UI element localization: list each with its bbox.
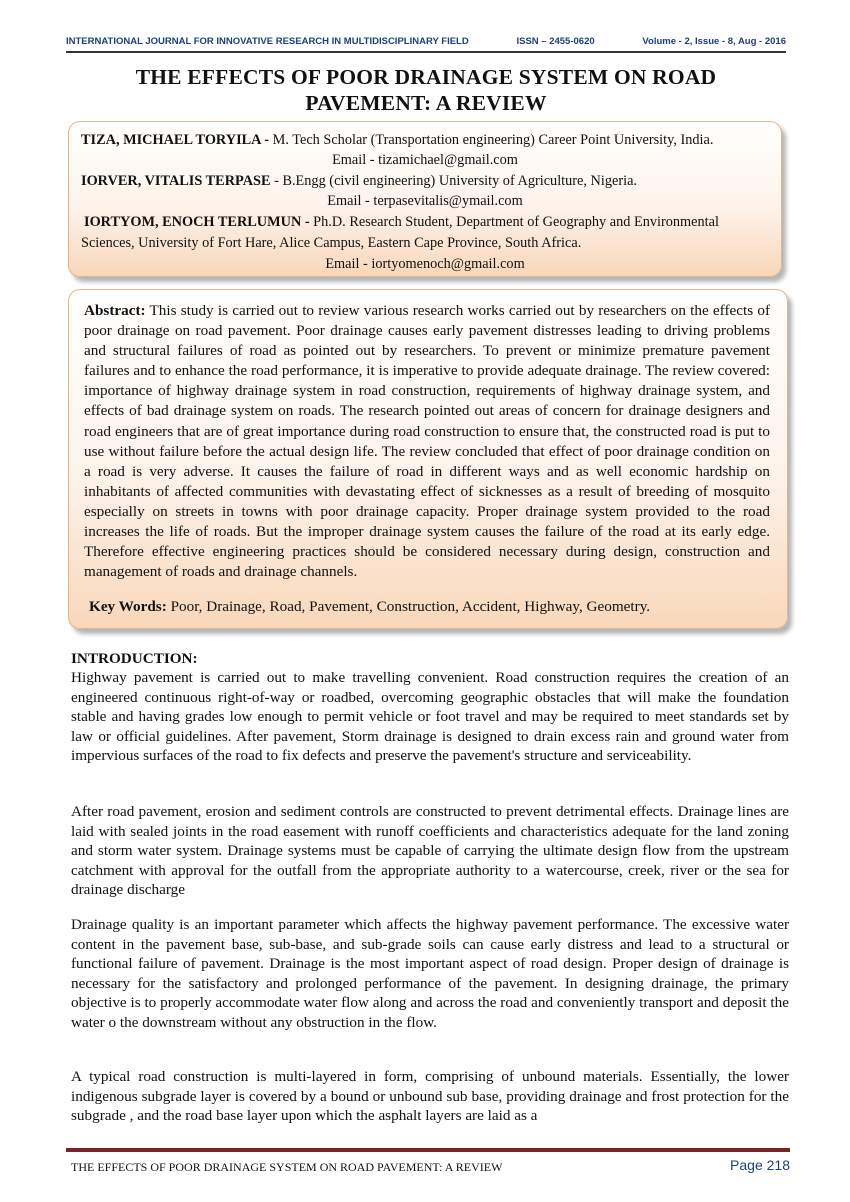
author-1-name: TIZA, MICHAEL TORYILA - bbox=[81, 132, 270, 148]
abstract-label: Abstract: bbox=[84, 302, 146, 319]
header-rule bbox=[66, 51, 786, 53]
author-1-email: Email - tizamichael@gmail.com bbox=[332, 152, 518, 168]
keywords-line bbox=[89, 598, 650, 616]
author-2-email: Email - terpasevitalis@ymail.com bbox=[327, 193, 523, 209]
author-3-affiliation-cont: Sciences, University of Fort Hare, Alice Campus, Eastern Cape Province, South Africa. bbox=[81, 235, 582, 251]
intro-paragraph-3: Drainage quality is an important parameter which affects the highway pavement performance. The excessive water content in the pavement base, sub-base, and sub-grade soils can cause early distress and lead to a structural or functional failure of pavement. Drainage is the most important aspect of road design. Proper design of drainage is necessary for the satisfactory and prolonged performance of the pavement. In designing drainage, the primary objective is to properly accommodate water flow along and across the road and conveniently transport and deposit the water o the downstream without any obstruction in the flow. bbox=[71, 916, 789, 1031]
abstract-box bbox=[68, 289, 788, 629]
author-3-line bbox=[84, 212, 719, 232]
footer-title: THE EFFECTS OF POOR DRAINAGE SYSTEM ON ROAD PAVEMENT: A REVIEW bbox=[71, 1160, 503, 1174]
authors-box bbox=[68, 121, 782, 277]
author-3-email: Email - iortyomenoch@gmail.com bbox=[325, 256, 525, 272]
journal-name: INTERNATIONAL JOURNAL FOR INNOVATIVE RESEARCH IN MULTIDISCIPLINARY FIELD bbox=[66, 36, 469, 47]
intro-paragraph-2: After road pavement, erosion and sediment controls are constructed to prevent detrimental effects. Drainage lines are laid with sealed joints in the road easement with runoff coefficients and characteristics adequate for the land zoning and storm water system. Drainage systems must be capable of carrying the ultimate design flow from the upstream catchment with approval for the outfall from the appropriate authority to a watercourse, creek, river or the sea for drainage discharge bbox=[71, 803, 789, 898]
footer-rule bbox=[66, 1148, 790, 1152]
page-number: Page 218 bbox=[730, 1157, 790, 1173]
keywords-label: Key Words: bbox=[89, 598, 167, 615]
intro-paragraph-4: A typical road construction is multi-layered in form, comprising of unbound materials. Essentially, the lower indigenous subgrade layer is covered by a bound or unbound sub base, providing drainage and frost protection for the subgrade , and the road base layer upon which the asphalt layers are laid as a bbox=[71, 1068, 789, 1124]
author-2-line bbox=[81, 171, 637, 191]
running-header bbox=[66, 36, 786, 47]
volume-issue: Volume - 2, Issue - 8, Aug - 2016 bbox=[642, 36, 786, 47]
author-2-affiliation: - B.Engg (civil engineering) University of Agriculture, Nigeria. bbox=[270, 173, 637, 189]
author-2-name: IORVER, VITALIS TERPASE bbox=[81, 173, 271, 189]
paper-title: THE EFFECTS OF POOR DRAINAGE SYSTEM ON ROAD PAVEMENT: A REVIEW bbox=[135, 65, 717, 115]
issn: ISSN – 2455-0620 bbox=[516, 36, 595, 47]
author-3-affiliation: Ph.D. Research Student, Department of Geography and Environmental bbox=[309, 214, 719, 230]
author-1-line bbox=[81, 130, 713, 150]
keywords: Poor, Drainage, Road, Pavement, Construction, Accident, Highway, Geometry. bbox=[166, 598, 651, 615]
author-1-affiliation: M. Tech Scholar (Transportation engineering) Career Point University, India. bbox=[269, 132, 714, 148]
abstract-body: This study is carried out to review various research works carried out by researchers on the effects of poor drainage on road pavement. Poor drainage causes early pavement distresses leading to driving problems and structural failures of road as pointed out by researchers. To prevent or minimize premature pavement failures and to enhance the road performance, it is imperative to provide adequate drainage. The review covered: importance of highway drainage system in road construction, requirements of highway drainage system, and effects of bad drainage system on roads. The research pointed out areas of concern for drainage designers and road engineers that are of great importance during road construction to ensure that, the constructed road is put to use without failure before the actual design life. The review concluded that effect of poor drainage condition on a road is very adverse. It causes the failure of road in different ways and as well economic hardship on inhabitants of affected communities with devastating effect of sicknesses as a result of breeding of mosquito especially on streets in towns with poor drainage capacity. Proper drainage system provided to the road increases the life of roads. But the improper drainage system causes the failure of the road at its early edge. Therefore effective engineering practices should be considered necessary during design, construction and management of roads and drainage channels. bbox=[84, 302, 770, 581]
intro-paragraph-1: Highway pavement is carried out to make travelling convenient. Road construction requires the creation of an engineered continuous right-of-way or roadbed, overcoming geographic obstacles that will make the foundation stable and having grades low enough to permit vehicle or foot travel and may be required to meet standards set by law or official guidelines. After pavement, Storm drainage is designed to drain excess rain and ground water from impervious surfaces of the road to fix defects and preserve the pavement's structure and serviceability. bbox=[71, 669, 789, 764]
abstract-text bbox=[84, 301, 770, 582]
intro-heading: INTRODUCTION: bbox=[71, 650, 198, 667]
author-3-name: IORTYOM, ENOCH TERLUMUN - bbox=[84, 214, 310, 230]
